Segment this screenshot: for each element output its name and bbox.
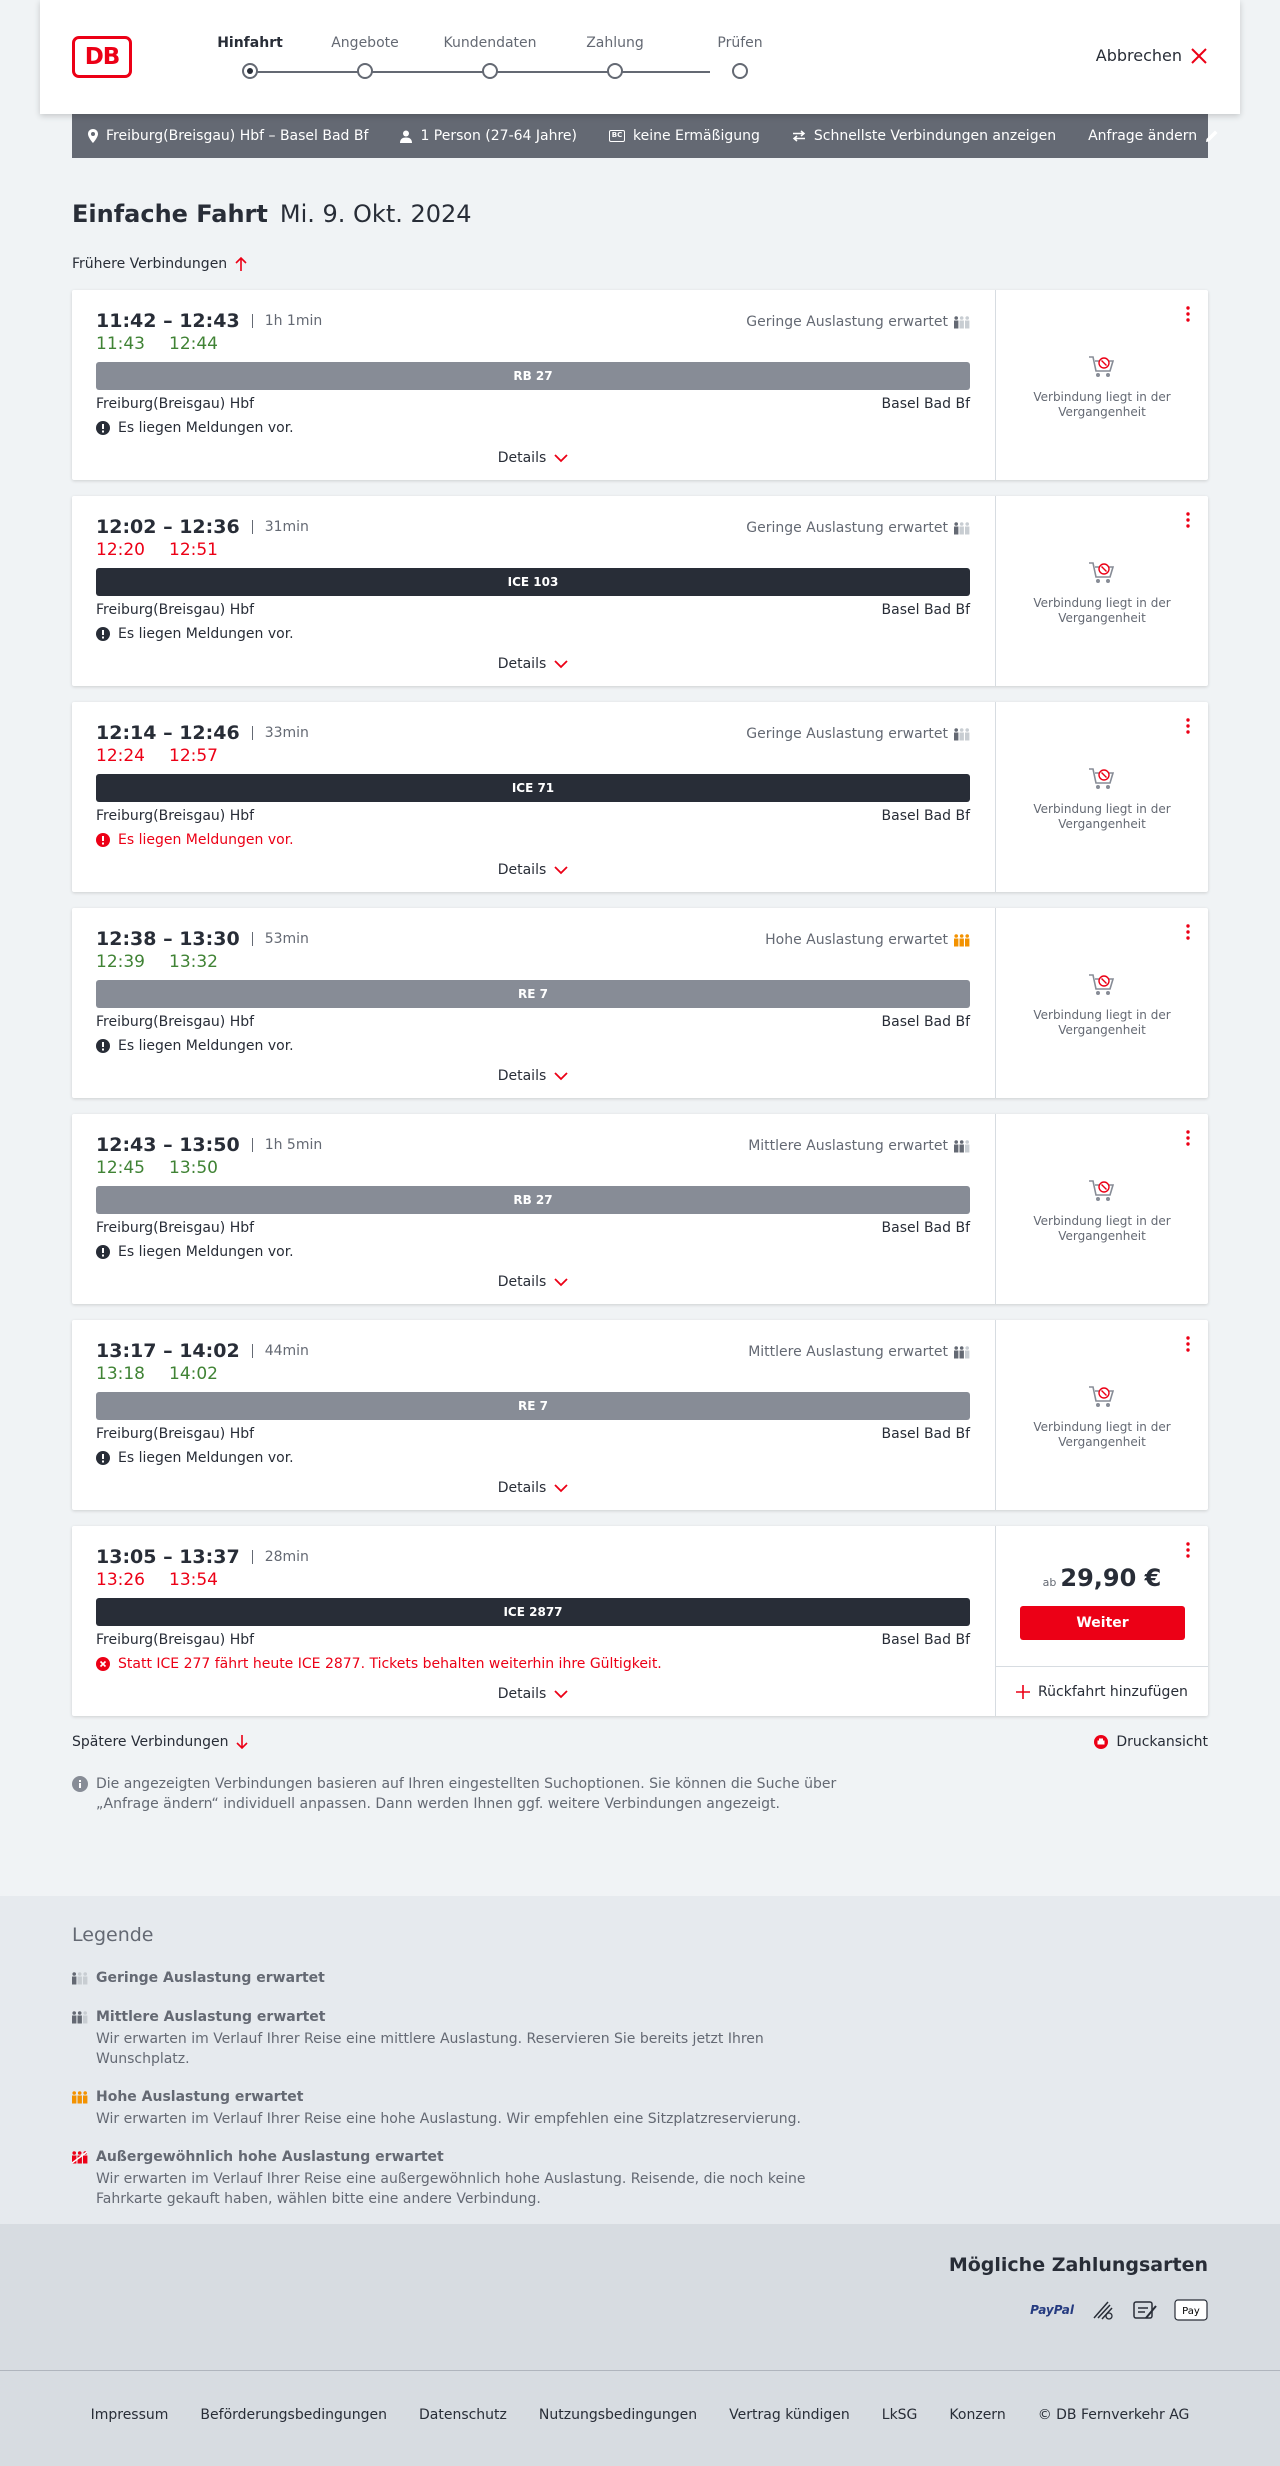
- legend-item-name: Hohe Auslastung erwartet: [96, 2089, 304, 2105]
- scheduled-times: [96, 310, 322, 332]
- connection-message: [96, 1656, 662, 1672]
- details-label: Details: [497, 656, 547, 672]
- footer-link[interactable]: Vertrag kündigen: [729, 2407, 850, 2423]
- stations: [96, 808, 970, 824]
- footer-link[interactable]: Datenschutz: [418, 2407, 507, 2423]
- scheduled-times: [96, 516, 309, 538]
- edit-request-label: Anfrage ändern: [1088, 128, 1198, 144]
- passenger-text: 1 Person (27-64 Jahre): [420, 128, 577, 144]
- load-text: Geringe Auslastung erwartet: [746, 314, 948, 330]
- discount-summary: [609, 128, 760, 144]
- step-hinfahrt[interactable]: [200, 34, 300, 56]
- legend-item-name: Mittlere Auslastung erwartet: [96, 2009, 326, 2025]
- occupancy-icon: [954, 521, 970, 535]
- scheduled-times: [96, 722, 309, 744]
- past-connection-note: [996, 1178, 1208, 1244]
- footer-link[interactable]: Konzern: [949, 2407, 1006, 2423]
- legend-item-desc: Wir erwarten im Verlauf Ihrer Reise eine außergewöhnlich hohe Auslastung. Reisende, die noch keine Fahrkarte gekauft haben, wählen bitte eine andere Verbindung.: [96, 2171, 806, 2207]
- scheduled-times: [96, 928, 309, 950]
- payment-title: Mögliche Zahlungsarten: [948, 2254, 1208, 2276]
- details-label: Details: [497, 862, 547, 878]
- alert-icon: [96, 1451, 110, 1465]
- legend-item: [72, 2147, 852, 2209]
- offer-panel: [995, 908, 1208, 1098]
- step-dot: [732, 63, 748, 79]
- past-text: Verbindung liegt in der Vergangenheit: [1033, 390, 1171, 419]
- time-range: 12:14 – 12:46: [96, 722, 240, 744]
- occupancy-level-icon: [72, 1971, 88, 1985]
- more-options-icon[interactable]: [1182, 510, 1194, 530]
- realtime-departure: 12:20: [96, 540, 145, 560]
- origin-station: Freiburg(Breisgau) Hbf: [96, 1426, 255, 1442]
- connection-info: [96, 1320, 970, 1510]
- message-text: Es liegen Meldungen vor.: [118, 420, 294, 436]
- info-icon: [72, 1776, 88, 1792]
- price: [996, 1564, 1208, 1592]
- details-label: Details: [497, 1686, 547, 1702]
- connection-info: [96, 1526, 970, 1716]
- details-toggle[interactable]: [96, 862, 970, 878]
- page-title: [72, 200, 1208, 234]
- sepa-icon: [1132, 2298, 1158, 2322]
- swap-arrows-icon: [792, 130, 806, 142]
- train-bar[interactable]: RE 7: [96, 1392, 970, 1420]
- results-main: [72, 200, 1208, 1814]
- price-prefix: ab: [1042, 1576, 1057, 1589]
- realtime-arrival: 12:57: [169, 746, 218, 766]
- booking-header: [40, 0, 1240, 114]
- scheduled-times: [96, 1546, 309, 1568]
- details-label: Details: [497, 1480, 547, 1496]
- bahncard-icon: BC: [609, 130, 625, 142]
- pencil-icon: [1205, 129, 1219, 143]
- destination-station: Basel Bad Bf: [881, 1426, 970, 1442]
- print-view-link[interactable]: [1094, 1732, 1208, 1752]
- more-options-icon[interactable]: [1182, 1128, 1194, 1148]
- realtime-departure: 13:26: [96, 1570, 145, 1590]
- step-kundendaten[interactable]: [440, 34, 540, 56]
- realtime-arrival: 12:51: [169, 540, 218, 560]
- origin-station: Freiburg(Breisgau) Hbf: [96, 808, 255, 824]
- occupancy-icon: [954, 933, 970, 947]
- details-toggle[interactable]: [96, 656, 970, 672]
- past-text: Verbindung liegt in der Vergangenheit: [1033, 1420, 1171, 1449]
- person-icon: [400, 130, 412, 143]
- step-label: Zahlung: [586, 35, 644, 51]
- connection-card: [72, 908, 1208, 1098]
- passenger-summary: [400, 128, 577, 144]
- train-bar[interactable]: ICE 2877: [96, 1598, 970, 1626]
- price-value: 29,90 €: [1060, 1564, 1162, 1592]
- footer-link[interactable]: LkSG: [881, 2407, 918, 2423]
- realtime-times: [96, 1570, 218, 1590]
- cancel-button[interactable]: [1096, 46, 1208, 65]
- step-label: Hinfahrt: [217, 35, 283, 51]
- realtime-arrival: 13:54: [169, 1570, 218, 1590]
- origin-station: Freiburg(Breisgau) Hbf: [96, 1014, 255, 1030]
- details-toggle[interactable]: [96, 450, 970, 466]
- chevron-down-icon: [554, 454, 568, 463]
- cart-unavailable-icon: [1087, 560, 1117, 586]
- connection-info: [96, 290, 970, 480]
- message-text: Es liegen Meldungen vor.: [118, 626, 294, 642]
- realtime-times: [96, 746, 218, 766]
- stations: [96, 1220, 970, 1236]
- time-range: 12:43 – 13:50: [96, 1134, 240, 1156]
- connection-card: [72, 702, 1208, 892]
- edit-request-button[interactable]: [1088, 128, 1219, 144]
- train-bar[interactable]: RB 27: [96, 362, 970, 390]
- cart-unavailable-icon: [1087, 1178, 1117, 1204]
- alert-icon: [96, 833, 110, 847]
- realtime-times: [96, 334, 218, 354]
- legend-item-name: Geringe Auslastung erwartet: [96, 1970, 325, 1986]
- connection-info: [96, 496, 970, 686]
- paypal-icon: PayPal: [1030, 2303, 1074, 2317]
- destination-station: Basel Bad Bf: [881, 1014, 970, 1030]
- train-bar[interactable]: ICE 71: [96, 774, 970, 802]
- offer-panel: [995, 702, 1208, 892]
- train-bar[interactable]: RB 27: [96, 1186, 970, 1214]
- stations: [96, 602, 970, 618]
- details-label: Details: [497, 1068, 547, 1084]
- realtime-arrival: 13:50: [169, 1158, 218, 1178]
- fastest-summary: [792, 128, 1056, 144]
- realtime-times: [96, 540, 218, 560]
- more-options-icon[interactable]: [1182, 1334, 1194, 1354]
- step-angebote[interactable]: [315, 34, 415, 56]
- trip-date: Mi. 9. Okt. 2024: [279, 200, 472, 228]
- load-indicator: [748, 1344, 970, 1360]
- occupancy-icon: [954, 1139, 970, 1153]
- legend-section: [0, 1896, 1280, 2224]
- info-text: Die angezeigten Verbindungen basieren auf Ihren eingestellten Suchoptionen. Sie können die Suche über „Anfrage ändern“ individuell anpassen. Dann werden Ihnen ggf. weitere Verbindungen angezeigt.: [96, 1776, 837, 1812]
- offer-panel: [995, 290, 1208, 480]
- cancel-label: Abbrechen: [1095, 46, 1182, 65]
- connection-card: [72, 290, 1208, 480]
- message-text: Es liegen Meldungen vor.: [118, 1450, 294, 1466]
- footer-links: [0, 2407, 1280, 2423]
- past-connection-note: [996, 1384, 1208, 1450]
- connection-message: [96, 832, 294, 848]
- destination-station: Basel Bad Bf: [881, 808, 970, 824]
- db-logo[interactable]: DB: [72, 36, 132, 78]
- route-summary: [88, 128, 368, 144]
- offer-panel: [995, 1320, 1208, 1510]
- connection-message: [96, 626, 294, 642]
- offer-panel: [995, 1114, 1208, 1304]
- destination-station: Basel Bad Bf: [881, 1632, 970, 1648]
- past-connection-note: [996, 766, 1208, 832]
- load-text: Geringe Auslastung erwartet: [746, 726, 948, 742]
- details-toggle[interactable]: [96, 1480, 970, 1496]
- occupancy-level-icon: [72, 2090, 88, 2104]
- later-label: Spätere Verbindungen: [72, 1734, 229, 1750]
- connection-info: [96, 702, 970, 892]
- past-text: Verbindung liegt in der Vergangenheit: [1033, 1214, 1171, 1243]
- location-pin-icon: [88, 129, 98, 143]
- more-options-icon[interactable]: [1182, 304, 1194, 324]
- offer-panel: [995, 496, 1208, 686]
- train-bar[interactable]: ICE 103: [96, 568, 970, 596]
- chevron-down-icon: [554, 1278, 568, 1287]
- connection-message: [96, 1244, 294, 1260]
- past-connection-note: [996, 560, 1208, 626]
- legend-title: Legende: [72, 1924, 154, 1946]
- printer-icon: [1094, 1735, 1108, 1749]
- more-options-icon[interactable]: [1182, 716, 1194, 736]
- duration: 53min: [252, 932, 309, 946]
- payment-methods-section: [0, 2224, 1280, 2370]
- error-icon: [96, 1657, 110, 1671]
- return-trip-label: Rückfahrt hinzufügen: [1038, 1683, 1188, 1700]
- destination-station: Basel Bad Bf: [881, 1220, 970, 1236]
- destination-station: Basel Bad Bf: [881, 396, 970, 412]
- details-toggle[interactable]: [96, 1274, 970, 1290]
- realtime-arrival: 12:44: [169, 334, 218, 354]
- load-indicator: [746, 726, 970, 742]
- connection-card: [72, 1320, 1208, 1510]
- time-range: 11:42 – 12:43: [96, 310, 240, 332]
- message-text: Es liegen Meldungen vor.: [118, 1038, 294, 1054]
- footer-link[interactable]: Beförderungsbedingungen: [200, 2407, 387, 2423]
- plus-icon: [1016, 1685, 1030, 1699]
- alert-icon: [96, 1245, 110, 1259]
- payment-icons: [1030, 2298, 1208, 2322]
- more-options-icon[interactable]: [1182, 922, 1194, 942]
- load-indicator: [746, 314, 970, 330]
- add-return-trip-button[interactable]: [996, 1666, 1208, 1716]
- message-text: Statt ICE 277 fährt heute ICE 2877. Tickets behalten weiterhin ihre Gültigkeit.: [118, 1656, 662, 1672]
- route-text: Freiburg(Breisgau) Hbf – Basel Bad Bf: [106, 128, 369, 144]
- step-dot: [357, 63, 373, 79]
- realtime-times: [96, 952, 218, 972]
- duration: 1h 1min: [252, 314, 323, 328]
- connection-message: [96, 420, 294, 436]
- page-footer: [0, 2370, 1280, 2466]
- chevron-down-icon: [554, 1690, 568, 1699]
- occupancy-icon: [954, 727, 970, 741]
- train-bar[interactable]: RE 7: [96, 980, 970, 1008]
- print-label: Druckansicht: [1116, 1734, 1208, 1750]
- step-label: Kundendaten: [443, 35, 537, 51]
- cart-unavailable-icon: [1087, 972, 1117, 998]
- footer-link: © DB Fernverkehr AG: [1037, 2407, 1190, 2423]
- footer-link[interactable]: Impressum: [90, 2407, 169, 2423]
- realtime-departure: 13:18: [96, 1364, 145, 1384]
- realtime-times: [96, 1364, 218, 1384]
- legend-item-name: Außergewöhnlich hohe Auslastung erwartet: [96, 2149, 444, 2165]
- legend-list: [72, 1968, 852, 2209]
- connection-card: [72, 496, 1208, 686]
- more-options-icon[interactable]: [1182, 1540, 1194, 1560]
- legend-item-desc: Wir erwarten im Verlauf Ihrer Reise eine hohe Auslastung. Wir empfehlen eine Sitzplatzreservierung.: [96, 2111, 801, 2127]
- details-label: Details: [497, 1274, 547, 1290]
- chevron-down-icon: [554, 866, 568, 875]
- svg-text:Pay: Pay: [1182, 2306, 1200, 2317]
- occupancy-icon: [954, 1345, 970, 1359]
- realtime-departure: 12:45: [96, 1158, 145, 1178]
- load-text: Mittlere Auslastung erwartet: [748, 1344, 948, 1360]
- past-connection-note: [996, 972, 1208, 1038]
- time-range: 13:17 – 14:02: [96, 1340, 240, 1362]
- legend-item: [72, 2087, 852, 2129]
- past-connection-note: [996, 354, 1208, 420]
- chevron-down-icon: [554, 1072, 568, 1081]
- time-range: 12:02 – 12:36: [96, 516, 240, 538]
- earlier-connections-link[interactable]: [72, 254, 1208, 274]
- trip-type: Einfache Fahrt: [72, 200, 268, 228]
- duration: 1h 5min: [252, 1138, 323, 1152]
- time-range: 12:38 – 13:30: [96, 928, 240, 950]
- legend-item-desc: Wir erwarten im Verlauf Ihrer Reise eine mittlere Auslastung. Reservieren Sie bereits jetzt Ihren Wunschplatz.: [96, 2031, 764, 2067]
- connection-message: [96, 1450, 294, 1466]
- connection-info: [96, 908, 970, 1098]
- earlier-label: Frühere Verbindungen: [72, 256, 228, 272]
- scheduled-times: [96, 1134, 322, 1156]
- step-label: Prüfen: [717, 35, 763, 51]
- time-range: 13:05 – 13:37: [96, 1546, 240, 1568]
- search-summary-bar: [72, 114, 1208, 158]
- past-text: Verbindung liegt in der Vergangenheit: [1033, 802, 1171, 831]
- offer-panel: [995, 1526, 1208, 1716]
- duration: 33min: [252, 726, 309, 740]
- close-icon: [1190, 47, 1208, 65]
- step-pruefen[interactable]: [690, 34, 790, 56]
- step-dot: [242, 63, 258, 79]
- load-indicator: [765, 932, 970, 948]
- footer-link[interactable]: Nutzungsbedingungen: [538, 2407, 698, 2423]
- apple-pay-icon: [1174, 2298, 1208, 2322]
- details-toggle[interactable]: [96, 1068, 970, 1084]
- scheduled-times: [96, 1340, 309, 1362]
- details-toggle[interactable]: [96, 1686, 970, 1702]
- stations: [96, 396, 970, 412]
- discount-text: keine Ermäßigung: [633, 128, 760, 144]
- chevron-down-icon: [554, 1484, 568, 1493]
- origin-station: Freiburg(Breisgau) Hbf: [96, 1632, 255, 1648]
- connection-info: [96, 1114, 970, 1304]
- realtime-departure: 12:24: [96, 746, 145, 766]
- step-dot: [607, 63, 623, 79]
- step-zahlung[interactable]: [565, 34, 665, 56]
- step-label: Angebote: [331, 35, 399, 51]
- cart-unavailable-icon: [1087, 766, 1117, 792]
- details-label: Details: [497, 450, 547, 466]
- connection-message: [96, 1038, 294, 1054]
- load-text: Geringe Auslastung erwartet: [746, 520, 948, 536]
- load-text: Hohe Auslastung erwartet: [765, 932, 948, 948]
- message-text: Es liegen Meldungen vor.: [118, 1244, 294, 1260]
- cart-unavailable-icon: [1087, 1384, 1117, 1410]
- credit-card-icon: [1090, 2298, 1116, 2322]
- pagination-row: [72, 1732, 1208, 1752]
- connection-card: [72, 1114, 1208, 1304]
- later-connections-link[interactable]: [72, 1732, 248, 1752]
- realtime-arrival: 13:32: [169, 952, 218, 972]
- message-text: Es liegen Meldungen vor.: [118, 832, 294, 848]
- realtime-departure: 12:39: [96, 952, 145, 972]
- stations: [96, 1632, 970, 1648]
- origin-station: Freiburg(Breisgau) Hbf: [96, 1220, 255, 1236]
- arrow-up-icon: [235, 257, 247, 271]
- legend-item: [72, 1968, 852, 1989]
- past-text: Verbindung liegt in der Vergangenheit: [1033, 1008, 1171, 1037]
- occupancy-level-icon: [72, 2150, 88, 2164]
- progress-line: [250, 71, 710, 73]
- alert-icon: [96, 627, 110, 641]
- load-indicator: [746, 520, 970, 536]
- destination-station: Basel Bad Bf: [881, 602, 970, 618]
- stations: [96, 1014, 970, 1030]
- alert-icon: [96, 1039, 110, 1053]
- chevron-down-icon: [554, 660, 568, 669]
- realtime-departure: 11:43: [96, 334, 145, 354]
- stations: [96, 1426, 970, 1442]
- fastest-text: Schnellste Verbindungen anzeigen: [813, 128, 1057, 144]
- arrow-down-icon: [236, 1735, 248, 1749]
- alert-icon: [96, 421, 110, 435]
- connection-card: [72, 1526, 1208, 1716]
- realtime-arrival: 14:02: [169, 1364, 218, 1384]
- origin-station: Freiburg(Breisgau) Hbf: [96, 396, 255, 412]
- legend-item: [72, 2007, 852, 2069]
- duration: 28min: [252, 1550, 309, 1564]
- search-info-note: [72, 1774, 842, 1814]
- duration: 44min: [252, 1344, 309, 1358]
- realtime-times: [96, 1158, 218, 1178]
- past-text: Verbindung liegt in der Vergangenheit: [1033, 596, 1171, 625]
- load-text: Mittlere Auslastung erwartet: [748, 1138, 948, 1154]
- origin-station: Freiburg(Breisgau) Hbf: [96, 602, 255, 618]
- progress-steps: [210, 34, 763, 84]
- duration: 31min: [252, 520, 309, 534]
- occupancy-icon: [954, 315, 970, 329]
- connection-list: [72, 290, 1208, 1716]
- occupancy-level-icon: [72, 2010, 88, 2024]
- continue-button[interactable]: Weiter: [1020, 1606, 1185, 1640]
- cart-unavailable-icon: [1087, 354, 1117, 380]
- step-dot: [482, 63, 498, 79]
- load-indicator: [748, 1138, 970, 1154]
